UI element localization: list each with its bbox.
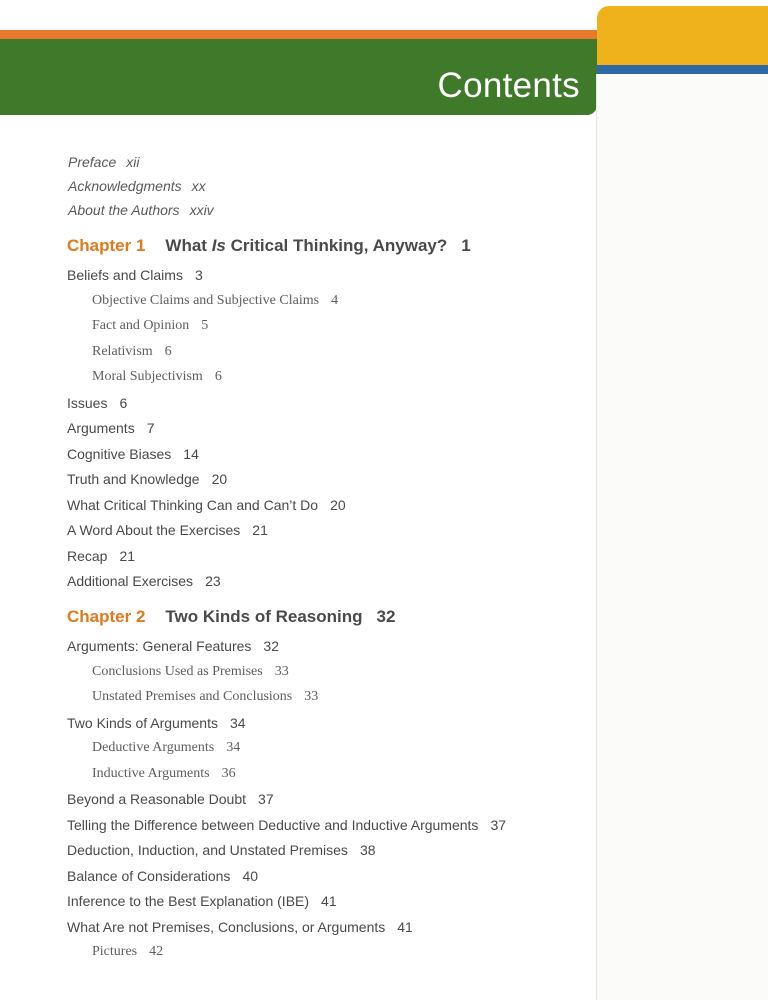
entry-page: xxiv <box>189 202 214 218</box>
subsection-entry[interactable] <box>92 740 240 756</box>
entry-label: Telling the Difference between Deductive and Inductive Arguments <box>67 816 479 833</box>
entry-label: Deductive Arguments <box>92 740 215 755</box>
entry-label: About the Authors <box>68 202 180 218</box>
chapter-page: 1 <box>461 236 471 255</box>
section-entry[interactable] <box>67 395 127 411</box>
front-matter-entry[interactable] <box>68 154 139 170</box>
entry-label: Balance of Considerations <box>67 867 231 884</box>
entry-label: Conclusions Used as Premises <box>92 663 263 679</box>
section-entry[interactable] <box>67 420 155 436</box>
entry-page: 21 <box>252 522 268 538</box>
entry-page: 23 <box>205 573 221 589</box>
entry-page: 33 <box>274 663 289 679</box>
entry-page: 33 <box>304 689 319 704</box>
front-matter-entry[interactable] <box>68 202 214 218</box>
entry-page: 37 <box>258 791 274 807</box>
entry-page: 20 <box>330 496 346 513</box>
section-entry[interactable] <box>67 638 279 654</box>
chapter-title-text: Two Kinds of Reasoning <box>165 607 363 626</box>
entry-page: 37 <box>490 816 507 833</box>
chapter-page: 32 <box>376 607 396 626</box>
entry-label: Inference to the Best Explanation (IBE) <box>67 893 310 909</box>
section-entry[interactable] <box>67 267 203 283</box>
section-entry[interactable] <box>67 868 258 884</box>
entry-page: 38 <box>359 842 376 858</box>
entry-label: What Critical Thinking Can and Can’t Do <box>67 496 319 513</box>
entry-page: 3 <box>194 267 203 283</box>
chapter-number: Chapter 1 <box>67 236 146 255</box>
entry-page: 36 <box>221 765 236 781</box>
entry-label: Relativism <box>92 343 153 359</box>
chapter-number: Chapter 2 <box>67 607 146 626</box>
chapter-title-text: What <box>165 236 212 255</box>
subsection-entry[interactable] <box>92 944 163 960</box>
page-title: Contents <box>437 66 580 105</box>
entry-label: Acknowledgments <box>68 178 182 194</box>
entry-label: Inductive Arguments <box>92 765 210 781</box>
entry-page: 40 <box>242 867 259 884</box>
entry-label: Pictures <box>92 944 138 959</box>
entry-page: 42 <box>149 944 164 959</box>
section-entry[interactable] <box>67 817 506 833</box>
entry-label: A Word About the Exercises <box>67 522 241 538</box>
corner-tab-stripe <box>597 65 768 74</box>
entry-page: 20 <box>211 471 228 487</box>
entry-label: Cognitive Biases <box>67 445 172 462</box>
subsection-entry[interactable] <box>92 369 222 385</box>
entry-page: 41 <box>321 893 337 909</box>
entry-page: 32 <box>263 638 279 654</box>
entry-page: 14 <box>183 445 199 462</box>
entry-label: Issues <box>67 394 108 411</box>
section-entry[interactable] <box>67 573 221 589</box>
section-entry[interactable] <box>67 791 274 807</box>
entry-page: xx <box>191 178 206 194</box>
entry-label: Beyond a Reasonable Doubt <box>67 791 247 807</box>
entry-label: Moral Subjectivism <box>92 369 203 384</box>
section-entry[interactable] <box>67 893 337 909</box>
entry-label: Objective Claims and Subjective Claims <box>92 292 320 308</box>
entry-page: 41 <box>397 918 413 935</box>
entry-page: 6 <box>164 343 172 359</box>
subsection-entry[interactable] <box>92 766 236 782</box>
entry-page: 4 <box>331 292 339 308</box>
chapter-title <box>165 607 362 626</box>
entry-page: 6 <box>214 369 222 384</box>
entry-label: Arguments <box>67 420 135 436</box>
entry-label: Unstated Premises and Conclusions <box>92 689 293 704</box>
subsection-entry[interactable] <box>92 293 338 309</box>
chapter-title <box>165 236 447 255</box>
entry-label: Recap <box>67 547 108 564</box>
entry-page: 6 <box>119 394 128 411</box>
entry-label: Arguments: General Features <box>67 638 252 654</box>
subsection-entry[interactable] <box>92 664 289 680</box>
entry-page: 34 <box>226 740 241 755</box>
chapter-heading[interactable] <box>67 607 395 627</box>
subsection-entry[interactable] <box>92 689 318 705</box>
chapter-heading[interactable] <box>67 236 471 256</box>
section-entry[interactable] <box>67 919 413 935</box>
margin-panel <box>596 74 768 1000</box>
chapter-title-emphasis: Is <box>211 236 226 255</box>
entry-label: Deduction, Induction, and Unstated Premises <box>67 842 348 858</box>
entry-page: xii <box>126 154 140 170</box>
subsection-entry[interactable] <box>92 318 208 334</box>
corner-tab <box>597 6 768 68</box>
entry-label: Additional Exercises <box>67 573 194 589</box>
section-entry[interactable] <box>67 548 135 564</box>
front-matter-entry[interactable] <box>68 178 206 194</box>
section-entry[interactable] <box>67 497 346 513</box>
entry-page: 7 <box>146 420 155 436</box>
section-entry[interactable] <box>67 522 268 538</box>
entry-page: 5 <box>201 318 209 333</box>
entry-label: Preface <box>68 154 117 170</box>
section-entry[interactable] <box>67 842 376 858</box>
entry-label: Truth and Knowledge <box>67 471 200 487</box>
entry-label: Beliefs and Claims <box>67 267 183 283</box>
section-entry[interactable] <box>67 471 227 487</box>
section-entry[interactable] <box>67 715 246 731</box>
subsection-entry[interactable] <box>92 344 172 360</box>
entry-page: 34 <box>229 714 246 731</box>
entry-label: What Are not Premises, Conclusions, or Arguments <box>67 918 386 935</box>
entry-label: Fact and Opinion <box>92 318 190 333</box>
section-entry[interactable] <box>67 446 199 462</box>
entry-label: Two Kinds of Arguments <box>67 714 218 731</box>
entry-page: 21 <box>119 547 136 564</box>
chapter-title-text: Critical Thinking, Anyway? <box>225 236 448 255</box>
